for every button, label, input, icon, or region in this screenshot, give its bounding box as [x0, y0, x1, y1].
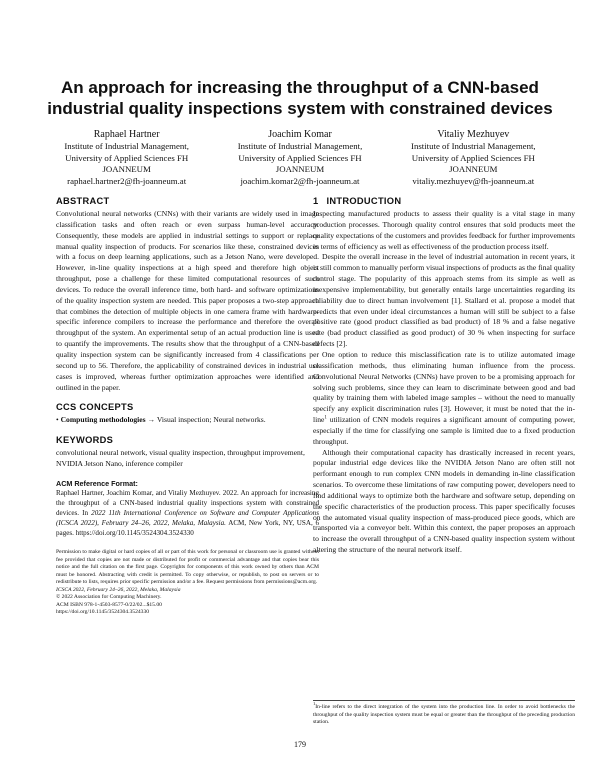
intro-paragraph-3-part-b: utilization of CNN models requires a significant amount of computing power, especially if the time for classifying one sample is limited due to a fixed production throughput. — [313, 415, 575, 446]
intro-paragraph-4: Although their computational capacity has drastically increased in recent years, popular industrial edge devices like the NVIDIA Jetson Nano are often still not performant enough to run complex CNN models in demanding in-line classification scenarios. To overcome these limitations of raw computing power, developers need to find additional ways to optimize both the hardware and software setup, depending on the specific characteristics of the production process. This paper specifically focuses on the automated visual quality inspection of mass-produced piece goods, which are transported via a conveyor belt. Within this context, the paper proposes an approach to increase the overall throughput of a CNN-based quality inspection system without altering the structure of the neural network itself. — [313, 447, 575, 555]
intro-paragraph-2: Despite the overall increase in the level of industrial automation in recent years, it is still common to manually perform visual inspections of products as the final quality control stage. The popularity of this approach stems from its simple as well as inexpensive implementability, but generally entails large uncertainties regarding its reliability due to direct human involvement [1]. Stallard et al. propose a model that predicts that even under ideal circumstances a human will still be subject to a false positive rate (good product classified as bad product) of 18 % and a false negative rate (bad product classified as good product) of 30 % when inspecting for surface defects [2]. — [313, 252, 575, 349]
permission-notice: Permission to make digital or hard copies of all or part of this work for personal or classroom use is granted without fee provided that copies are not made or distributed for profit or commercial advantage and that copies bear this notice and the full citation on the first page. Copyrights for components of this work owned by others than ACM must be honored. Abstracting with credit is permitted. To copy otherwise, or republish, to post on servers or to redistribute to lists, requires prior specific permission and/or a fee. Request permissions from permissions@acm.org. — [56, 549, 319, 586]
ccs-concept — [56, 415, 319, 426]
doi-link[interactable]: https://doi.org/10.1145/3524304.3524330 — [56, 609, 150, 616]
isbn-line: ACM ISBN 978-1-4503-8577-0/22/02...$15.00 — [56, 601, 162, 608]
ccs-heading: CCS CONCEPTS — [56, 402, 134, 413]
keywords-text: convolutional neural network, visual quality inspection, throughput improvement, NVIDIA Jetson Nano, inference compiler — [56, 448, 305, 469]
author-affiliation-line: JOANNEUM — [275, 164, 325, 175]
keywords-section — [56, 435, 319, 470]
footnote — [313, 700, 575, 727]
abstract-section — [56, 196, 319, 393]
author-affiliation-line: University of Applied Sciences FH — [65, 152, 189, 163]
intro-paragraph-1: Inspecting manufactured products to assess their quality is a vital stage in many production processes. Thorough quality control ensures that sold products meet the quality expectations of the customers and provides feedback for further improvements in terms of efficiency as well as effectiveness of the production process itself. — [313, 209, 575, 251]
left-column — [56, 196, 319, 617]
reference-venue: 2022 11th International Conference on Software and Computer Applications (ICSCA 2022), February 24–26, 2022, Melaka, Malaysia. — [56, 508, 319, 527]
author-affiliation-line: University of Applied Sciences FH — [238, 152, 362, 163]
author-name: Raphael Hartner — [93, 129, 160, 140]
author-1 — [40, 128, 213, 187]
reference-part-2: ACM, New York, NY, USA, 6 pages. https://doi.org/10.1145/3524304.3524330 — [56, 518, 319, 537]
reference-format — [56, 479, 319, 539]
intro-paragraph-3 — [313, 350, 575, 448]
introduction-heading — [313, 196, 575, 206]
abstract-text: Convolutional neural networks (CNNs) with their variants are widely used in image classification tasks and often reach or even surpass human-level accuracy. Consequently, these models are applied in industrial settings to support or replace manual quality inspection of products. For scenarios like these, constrained devices with a focus on deep learning applications, such as a Jetson Nano, were developed. However, in-line quality inspections at a high speed and therefore high object throughput, pose a challenge for these limited computational resources of such devices. To reduce the overall inference time, both hard- and software optimizations of the quality inspection system are needed. This paper proposes a two-step approach that combines the detection of multiple objects in one camera frame with hardware-specific inference compilers to increase the performance and therefore the overall throughput of the system. An experimental setup of an actual production line is used to quantify the improvements. The results show that the throughput of a CNN-based quality inspection system can be significantly increased from 4 classifications per second up to 56. Therefore, the applicability of constrained devices in industrial use cases is improved, whereas further optimization approaches were identified and outlined in the paper. — [56, 209, 319, 392]
footnote-text: In-line refers to the direct integration of the system into the production line. In order to avoid bottlenecks the throughput of the quality inspection system must be equal or greater than the throughput of the preceding production station. — [313, 704, 575, 725]
introduction-section — [313, 196, 575, 556]
section-number: 1 — [313, 196, 319, 206]
footnote-marker[interactable]: 1 — [324, 415, 327, 421]
reference-format-heading: ACM Reference Format: — [56, 478, 138, 488]
ccs-section — [56, 402, 319, 426]
author-2 — [213, 128, 386, 187]
keywords-heading: KEYWORDS — [56, 435, 114, 446]
author-email[interactable]: raphael.hartner2@fh-joanneum.at — [67, 175, 187, 186]
copyright-line: © 2022 Association for Computing Machinery. — [56, 594, 162, 601]
author-affiliation-line: Institute of Industrial Management, — [64, 141, 189, 151]
author-3 — [387, 128, 560, 187]
title-line-1: An approach for increasing the throughput of a CNN-based — [61, 78, 539, 97]
paper-title — [40, 77, 560, 119]
intro-paragraph-3-part-a: One option to reduce this misclassification rate is to utilize automated image classification methods, thus eliminating human influence from the process. Convolutional Neural Networks (CNNs) have proven to be a promising approach for solving such problems, since they can learn to discriminate between good and bad quality by training them with labeled image samples – without the need to manually specify any explicit discrimination rules [3]. However, it must be noted that the in-line — [313, 349, 575, 425]
arrow-icon: → — [147, 415, 156, 425]
section-title: INTRODUCTION — [326, 196, 402, 206]
conference-venue: ICSCA 2022, February 24–26, 2022, Melaka, Malaysia — [56, 586, 181, 593]
title-line-2: industrial quality inspections system with constrained devices — [47, 99, 553, 118]
bullet: • — [56, 415, 59, 425]
footnote-number: 1 — [313, 701, 316, 707]
author-affiliation-line: Institute of Industrial Management, — [237, 141, 363, 151]
author-block — [40, 128, 560, 187]
reference-part-1: Raphael Hartner, Joachim Komar, and Vitaliy Mezhuyev. 2022. An approach for increasing the throughput of a CNN-based industrial quality inspections system with constrained devices. In — [56, 488, 319, 517]
author-affiliation-line: JOANNEUM — [449, 164, 498, 175]
author-email[interactable]: joachim.komar2@fh-joanneum.at — [240, 175, 360, 186]
author-email[interactable]: vitaliy.mezhuyev@fh-joanneum.at — [412, 175, 535, 186]
author-affiliation-line: Institute of Industrial Management, — [411, 141, 536, 151]
page-number: 179 — [294, 740, 306, 749]
reference-format-text — [56, 489, 319, 539]
abstract-heading: ABSTRACT — [56, 196, 110, 206]
author-name: Joachim Komar — [268, 129, 332, 140]
ccs-terms: Visual inspection; Neural networks. — [156, 415, 266, 425]
author-affiliation-line: University of Applied Sciences FH — [411, 152, 535, 163]
author-name: Vitaliy Mezhuyev — [437, 129, 510, 140]
right-column — [313, 196, 575, 556]
author-affiliation-line: JOANNEUM — [102, 164, 151, 175]
ccs-category: Computing methodologies — [60, 415, 146, 425]
